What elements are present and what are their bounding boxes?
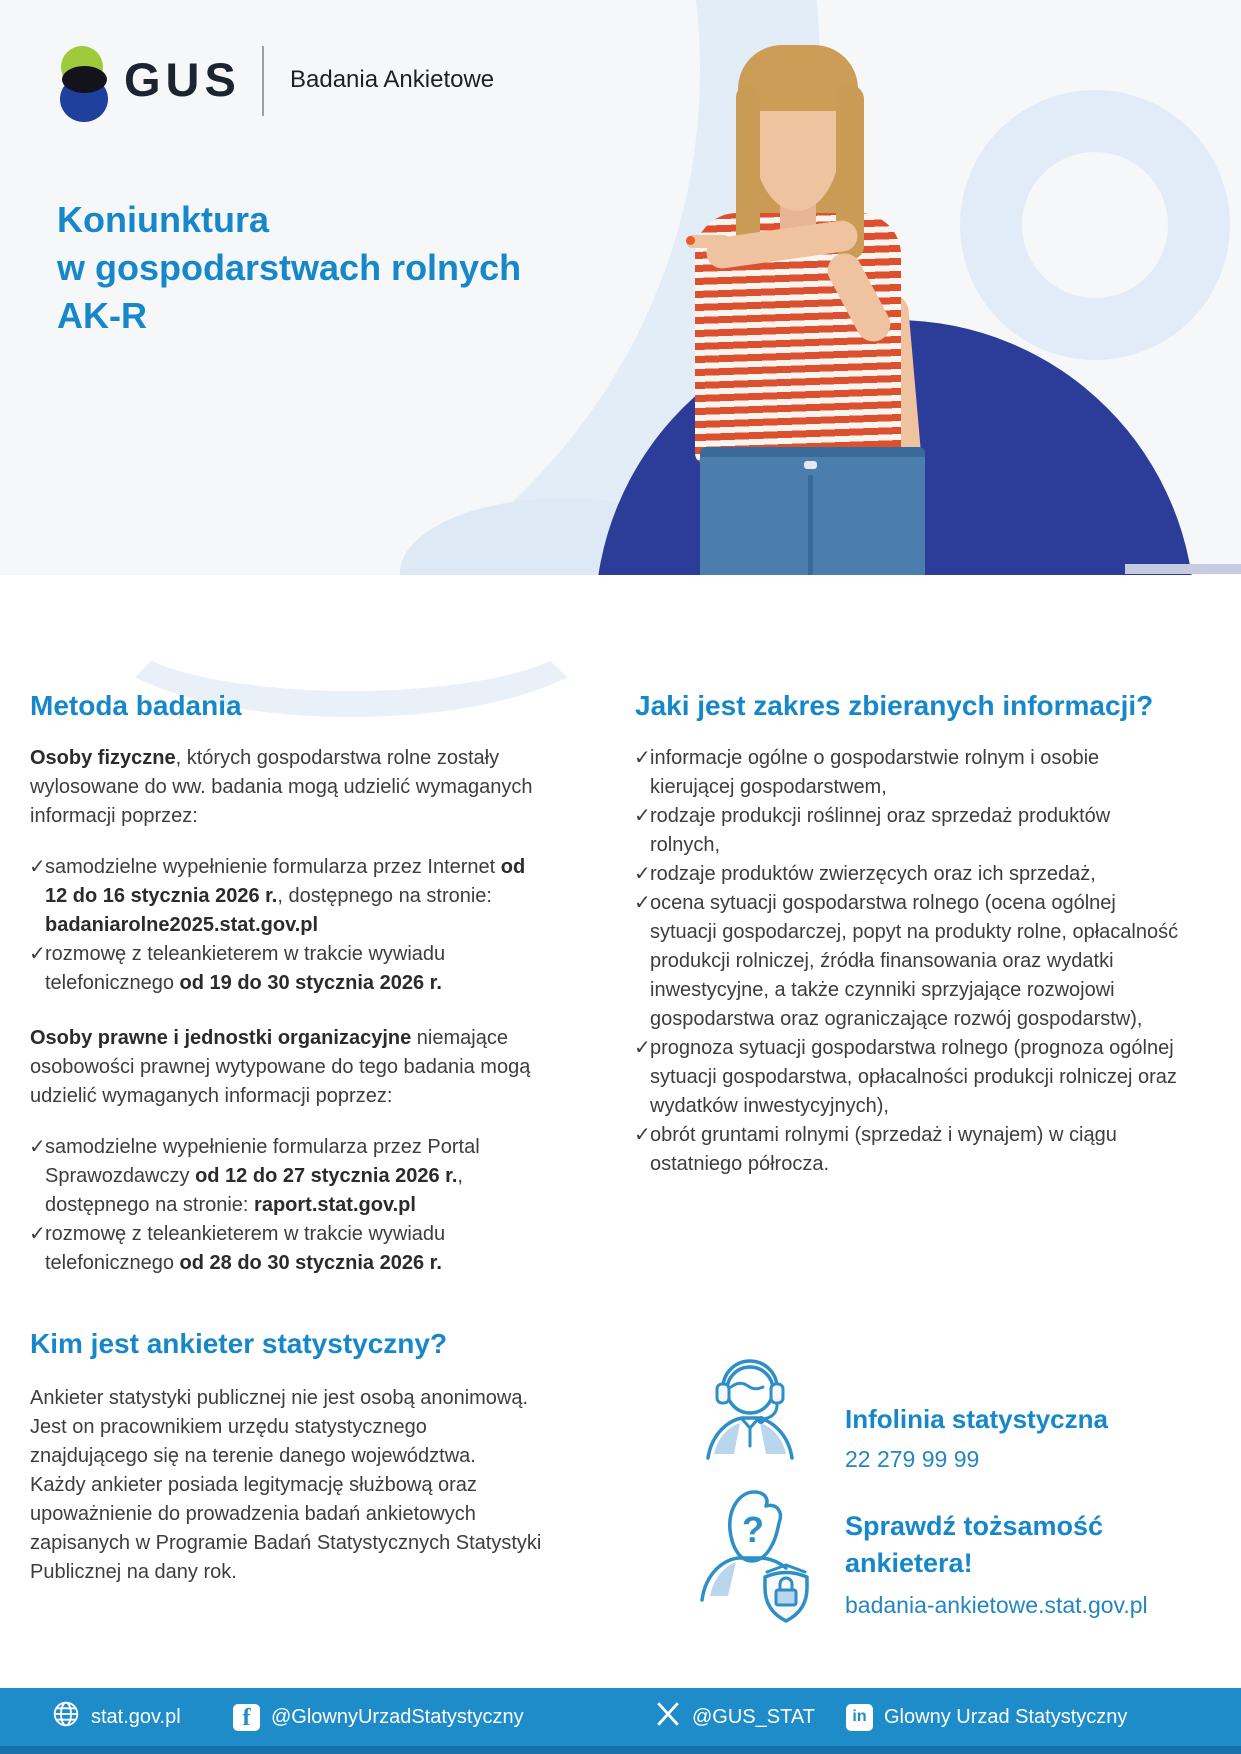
divider	[262, 46, 264, 116]
identity-check-icon	[690, 1478, 822, 1629]
checklist-scope	[635, 744, 1180, 1179]
right-column	[635, 690, 1180, 1179]
bullet-text: rozmowę z teleankieterem w trakcie wywiadu telefonicznego	[45, 1223, 446, 1274]
bullet-text: od 28 do 30 stycznia 2026 r.	[179, 1252, 442, 1274]
title-line: AK-R	[57, 295, 147, 336]
globe-icon	[52, 1700, 80, 1734]
checklist-item	[30, 940, 550, 998]
paragraph-legal-entities: Osoby prawne i jednostki organizacyjne niemające osobowości prawnej wytypowane do tego badania mogą udzielić wymaganych informacji poprzez:	[30, 1027, 531, 1107]
bullet-text: od 19 do 30 stycznia 2026 r.	[179, 972, 442, 994]
footer-website-label: stat.gov.pl	[91, 1705, 181, 1728]
title-line: w gospodarstwach rolnych	[57, 247, 522, 288]
bullet-text: , dostępnego na stronie:	[277, 885, 492, 907]
section-heading-interviewer: Kim jest ankieter statystyczny?	[30, 1328, 448, 1359]
checklist-item	[30, 1220, 550, 1278]
verify-url-link[interactable]: badania-ankietowe.stat.gov.pl	[845, 1592, 1148, 1618]
decorative-ring-right	[960, 90, 1230, 360]
checklist-item	[30, 853, 550, 940]
footer-bar	[0, 1688, 1241, 1746]
gus-logo-icon	[52, 44, 112, 124]
linkedin-icon: in	[846, 1704, 873, 1731]
footer-x-label: @GUS_STAT	[692, 1705, 815, 1728]
x-icon	[655, 1701, 681, 1733]
checklist-item	[635, 744, 1180, 802]
footer-website-link[interactable]	[52, 1688, 181, 1746]
check-icon: ✓	[29, 943, 46, 965]
checklist-item	[635, 1034, 1180, 1121]
check-icon: ✓	[634, 1037, 651, 1059]
logo-black-ellipse	[62, 66, 107, 93]
check-icon: ✓	[634, 863, 651, 885]
facebook-icon: f	[233, 1704, 260, 1731]
title-line: Koniunktura	[57, 199, 269, 240]
bullet-text: samodzielne wypełnienie formularza przez Portal Sprawozdawczy	[45, 1136, 480, 1187]
bullet-text: obrót gruntami rolnymi (sprzedaż i wynajem) w ciągu ostatniego półrocza.	[650, 1124, 1117, 1175]
section-heading-scope: Jaki jest zakres zbieranych informacji?	[635, 690, 1154, 721]
verify-title: Sprawdź tożsamość ankietera!	[845, 1511, 1104, 1578]
left-column	[30, 690, 550, 1587]
paragraph-interviewer-1: Ankieter statystyki publicznej nie jest osobą anonimową. Jest on pracownikiem urzędu statystycznego znajdującego się na terenie danego województwa.	[30, 1387, 529, 1467]
bullet-text: od 12 do 27 stycznia 2026 r.	[195, 1165, 458, 1187]
footer-x-link[interactable]	[655, 1688, 815, 1746]
checklist-legal-entities	[30, 1133, 550, 1278]
footer-bottom-strip	[0, 1746, 1241, 1754]
check-icon: ✓	[634, 1124, 651, 1146]
infoline-title: Infolinia statystyczna	[845, 1404, 1108, 1434]
logo-text: GUS	[124, 53, 241, 106]
paragraph-lead-bold: Osoby prawne i jednostki organizacyjne	[30, 1027, 412, 1049]
paragraph-individuals: Osoby fizyczne, których gospodarstwa rolne zostały wylosowane do ww. badania mogą udzielić wymaganych informacji poprzez:	[30, 747, 533, 827]
footer-facebook-label: @GlownyUrzadStatystyczny	[271, 1705, 524, 1728]
section-heading-method: Metoda badania	[30, 690, 242, 721]
checklist-item	[635, 889, 1180, 1034]
woman-nail	[686, 236, 695, 245]
hero-section	[0, 0, 1241, 575]
woman-photo	[680, 45, 980, 575]
infoline-phone: 22 279 99 99	[845, 1446, 980, 1472]
bullet-text: ocena sytuacji gospodarstwa rolnego (ocena ogólnej sytuacji gospodarczej, popyt na produkty rolne, opłacalność produkcji rolniczej, źródła finansowania oraz wydatki inwestycyjne, a także czynniki sprzyjające rozwojowi gospodarstwa oraz ograniczające rozwój gospodarstw),	[650, 892, 1179, 1030]
check-icon: ✓	[29, 1136, 46, 1158]
check-icon: ✓	[29, 856, 46, 878]
checklist-individuals	[30, 853, 550, 998]
bullet-text: informacje ogólne o gospodarstwie rolnym i osobie kierującej gospodarstwem,	[650, 747, 1100, 798]
checklist-item	[30, 1133, 550, 1220]
link-url[interactable]: raport.stat.gov.pl	[254, 1194, 416, 1216]
page-title	[57, 196, 521, 340]
footer-linkedin-label: Glowny Urzad Statystyczny	[884, 1705, 1128, 1728]
brand-tagline: Badania Ankietowe	[290, 66, 495, 93]
footer-linkedin-link[interactable]	[846, 1688, 1127, 1746]
decorative-strip	[1125, 564, 1241, 574]
paragraph-interviewer-2: Każdy ankieter posiada legitymację służbową oraz upoważnienie do prowadzenia badań ankietowych zapisanych w Programie Badań Statystycznych Statystyki Publicznej na dany rok.	[30, 1474, 542, 1583]
check-icon: ✓	[634, 892, 651, 914]
check-icon: ✓	[634, 805, 651, 827]
bullet-text: rodzaje produktów zwierzęcych oraz ich sprzedaż,	[650, 863, 1096, 885]
bullet-text: samodzielne wypełnienie formularza przez Internet	[45, 856, 501, 878]
svg-text:?: ?	[742, 1509, 764, 1550]
check-icon: ✓	[634, 747, 651, 769]
bullet-text: rodzaje produkcji roślinnej oraz sprzedaż produktów rolnych,	[650, 805, 1111, 856]
headset-agent-icon	[700, 1348, 800, 1465]
woman-hair-lock	[736, 85, 760, 250]
bullet-text: prognoza sytuacji gospodarstwa rolnego (prognoza ogólnej sytuacji gospodarstwa, opłacalności produkcji rolniczej oraz wydatków inwestycyjnych),	[650, 1037, 1177, 1117]
woman-jeans	[700, 447, 925, 575]
link-url[interactable]: badaniarolne2025.stat.gov.pl	[45, 914, 319, 936]
checklist-item	[635, 802, 1180, 860]
bullet-text: , dostępnego na stronie:	[45, 1165, 463, 1216]
checklist-item	[635, 860, 1180, 889]
bullet-text: od 12 do 16 stycznia 2026 r.	[45, 856, 526, 907]
footer-facebook-link[interactable]	[233, 1688, 524, 1746]
check-icon: ✓	[29, 1223, 46, 1245]
bullet-text: rozmowę z teleankieterem w trakcie wywiadu telefonicznego	[45, 943, 446, 994]
checklist-item	[635, 1121, 1180, 1179]
paragraph-lead-bold: Osoby fizyczne	[30, 747, 176, 769]
